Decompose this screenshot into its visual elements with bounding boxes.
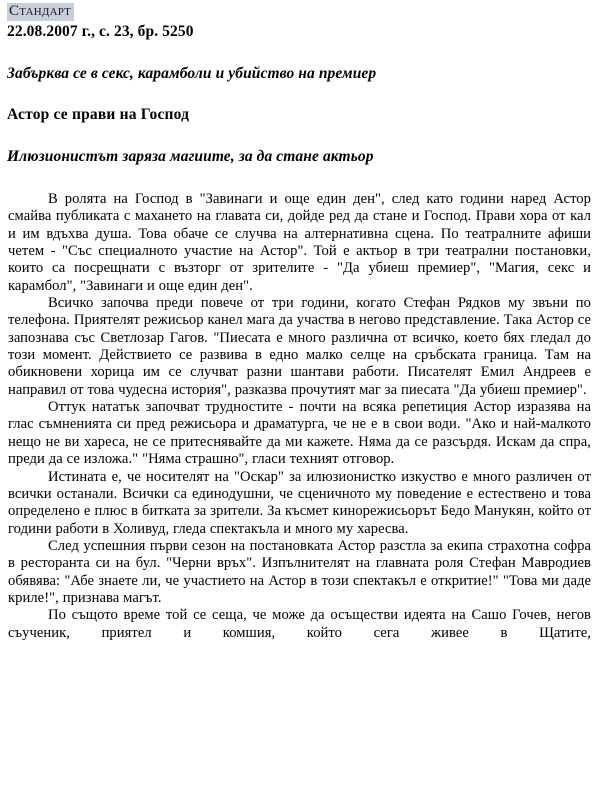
- article-paragraph: Всичко започва преди повече от три години, когато Стефан Рядков му звъни по телефона. Приятелят режисьор канел мага да участва в негово представление. Така Астор се запознава със Светлозар Гагов. "Пиесата е много различна от всичко, което бях гледал до този момент. Действието се развива в едно малко селце на сръбската граница. Там на обикновени хорица им се случват разни шантави работи. Писателят Емил Андреев е направил от това чудесна история", разказва прочутият маг за пиесата "Да убиеш премиер".: [8, 295, 591, 398]
- article-body: [0, 191, 600, 642]
- article-paragraph: Оттук нататък започват трудностите - почти на всяка репетиция Астор изразява на глас съмненията си пред режисьора и драматурга, че не е в свои води. "Ако и най-малкото нещо не ви хареса, не се притеснявайте да ми кажете. Няма да се разсърдя. Искам да спра, преди да се изложа." "Няма страшно", гласи техният отговор.: [8, 399, 591, 468]
- masthead: [0, 0, 600, 41]
- article-paragraph: По същото време той се сеща, че може да осъществи идеята на Сашо Гочев, негов съученик, приятел и комшия, който сега живее в Щатите,: [8, 607, 591, 641]
- article-paragraph: Истината е, че носителят на "Оскар" за илюзионистко изкуство е много различен от всички останали. Всички са единодушни, че сценичното му поведение е естествено и това определено е плюс в битката за зрители. За късмет кинорежисьорът Бедо Манукян, който от години работи в Холивуд, гледа спектакъла и много му харесва.: [8, 468, 591, 537]
- article-subhead: Илюзионистът заряза магиите, за да стане актьор: [7, 148, 374, 165]
- headline-block: [0, 64, 600, 166]
- issue-line: 22.08.2007 г., с. 23, бр. 5250: [7, 23, 194, 40]
- article-paragraph: След успешния първи сезон на постановката Астор разстла за екипа страхотна софра в ресторанта си на бул. "Черни връх". Изпълнителят на главната роля Стефан Мавродиев обявява: "Абе знаете ли, че участието на Астор в този спектакъл е откритие!" "Това ми даде криле!", признава магът.: [8, 537, 591, 606]
- article-paragraph: В ролята на Господ в "Завинаги и още един ден", след като години наред Астор смайва публиката с махането на главата си, дойде ред да стане и Господ. Прави хора от кал и им вдъхва душа. Това обаче се случва на алтернативна сцена. По театралните афиши четем - "Със специалното участие на Астор". Той е актьор в три театрални постановки, които са посрещнати с възторг от зрителите - "Да убиеш премиер", "Магия, секс и карамбол", "Завинаги и още един ден".: [8, 191, 591, 294]
- publication-name: Стандарт: [7, 3, 74, 21]
- article-kicker: Забърква се в секс, карамболи и убийство на премиер: [7, 65, 377, 82]
- article-headline: Астор се прави на Господ: [7, 106, 190, 123]
